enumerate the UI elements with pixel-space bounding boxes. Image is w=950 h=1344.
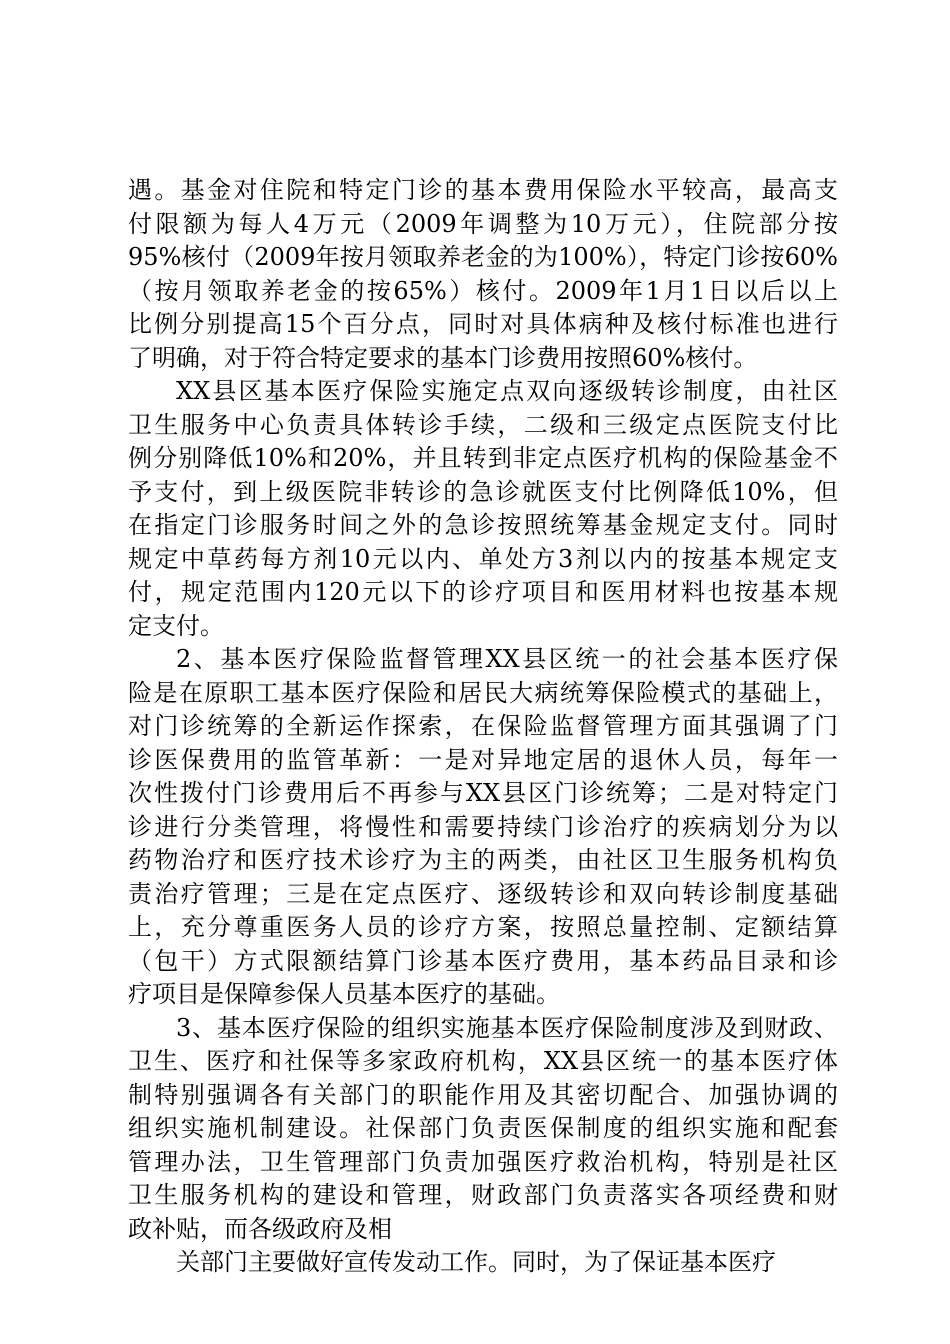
text-line: 规定中草药每方剂10元以内、单处方3剂以内的按基本规定支: [128, 544, 838, 573]
text-line: 责治疗管理；三是在定点医疗、逐级转诊和双向转诊制度基础: [128, 879, 838, 908]
paragraph: [128, 643, 838, 1012]
text-line: 遇。基金对住院和特定门诊的基本费用保险水平较高，最高支: [128, 176, 838, 204]
text-line: 药物治疗和医疗技术诊疗为主的两类，由社区卫生服务机构负: [128, 846, 838, 874]
document-body: [128, 174, 838, 1280]
text-line: 3、基本医疗保险的组织实施基本医疗保险制度涉及到财政、: [176, 1013, 838, 1042]
text-line: （按月领取养老金的按65%）核付。2009年1月1日以后以上: [128, 276, 838, 305]
paragraph: [128, 375, 838, 643]
text-line: 疗项目是保障参保人员基本医疗的基础。: [128, 980, 560, 1008]
text-line: XX县区基本医疗保险实施定点双向逐级转诊制度，由社区: [176, 377, 838, 405]
text-line: 2、基本医疗保险监督管理XX县区统一的社会基本医疗保: [176, 645, 838, 673]
text-line: 了明确，对于符合特定要求的基本门诊费用按照60%核付。: [128, 343, 758, 372]
text-line: 制特别强调各有关部门的职能作用及其密切配合、加强协调的: [128, 1080, 838, 1109]
text-line: 组织实施机制建设。社保部门负责医保制度的组织实施和配套: [128, 1114, 838, 1142]
text-line: 在指定门诊服务时间之外的急诊按照统筹基金规定支付。同时: [128, 511, 838, 539]
text-line: 上，充分尊重医务人员的诊疗方案，按照总量控制、定额结算: [128, 913, 838, 941]
text-line: 政补贴，而各级政府及相: [128, 1214, 392, 1243]
text-line: 关部门主要做好宣传发动工作。同时，为了保证基本医疗: [176, 1248, 776, 1276]
text-line: 诊医保费用的监管革新：一是对异地定居的退休人员，每年一: [128, 745, 838, 774]
text-line: 诊进行分类管理，将慢性和需要持续门诊治疗的疾病划分为以: [128, 812, 838, 841]
text-line: 付，规定范围内120元以下的诊疗项目和医用材料也按基本规: [128, 578, 838, 606]
text-line: 险是在原职工基本医疗保险和居民大病统筹保险模式的基础上，: [128, 678, 838, 707]
text-line: 95%核付（2009年按月领取养老金的为100%），特定门诊按60%: [128, 243, 838, 271]
text-line: 卫生、医疗和社保等多家政府机构，XX县区统一的基本医疗体: [128, 1047, 838, 1075]
text-line: （包干）方式限额结算门诊基本医疗费用，基本药品目录和诊: [128, 946, 838, 975]
text-line: 次性拨付门诊费用后不再参与XX县区门诊统筹；二是对特定门: [128, 779, 838, 807]
paragraph: [128, 174, 838, 375]
paragraph: [128, 1246, 838, 1280]
text-line: 对门诊统筹的全新运作探索，在保险监督管理方面其强调了门: [128, 712, 838, 740]
text-line: 比例分别提高15个百分点，同时对具体病种及核付标准也进行: [128, 310, 838, 338]
text-line: 定支付。: [128, 611, 224, 640]
paragraph: [128, 1012, 838, 1247]
text-line: 卫生服务机构的建设和管理，财政部门负责落实各项经费和财: [128, 1181, 838, 1209]
text-line: 予支付，到上级医院非转诊的急诊就医支付比例降低10%，但: [128, 477, 838, 506]
text-line: 付限额为每人4万元（2009年调整为10万元），住院部分按: [128, 209, 838, 238]
text-line: 例分别降低10%和20%，并且转到非定点医疗机构的保险基金不: [128, 444, 838, 472]
text-line: 卫生服务中心负责具体转诊手续，二级和三级定点医院支付比: [128, 410, 838, 439]
text-line: 管理办法，卫生管理部门负责加强医疗救治机构，特别是社区: [128, 1147, 838, 1176]
